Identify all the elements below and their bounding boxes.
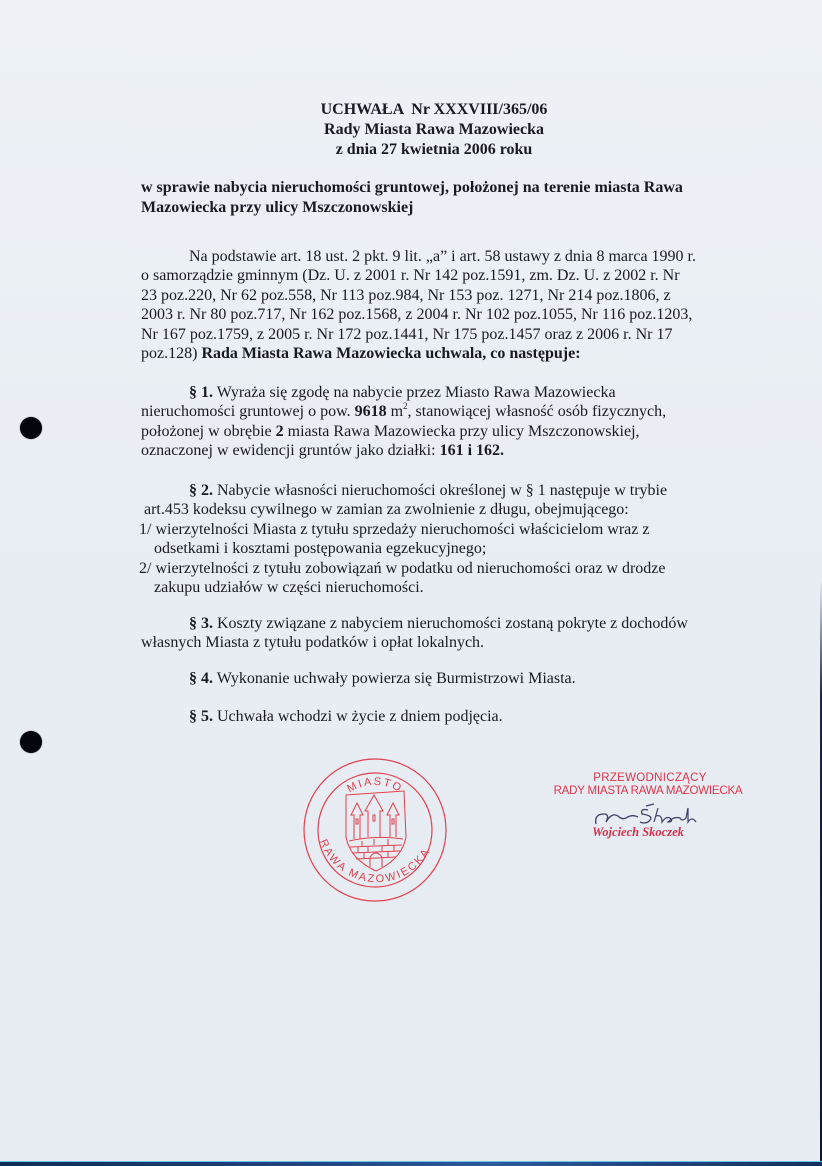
plot-numbers: 161 i 162. xyxy=(439,442,505,460)
paragraph-text: Nabycie własności nieruchomości określonej w § 1 następuje w trybie xyxy=(213,482,668,499)
paragraph-line xyxy=(141,481,741,500)
paragraph-line xyxy=(141,614,741,633)
list-item-1-continuation: odsetkami i kosztami postępowania egzekucyjnego; xyxy=(154,540,487,558)
paragraph-text: miasta Rawa Mazowiecka przy ulicy Mszczonowskiej, xyxy=(283,422,640,440)
paragraph-text: Wyraża się zgodę na nabycie przez Miasto Rawa Mazowiecka xyxy=(213,384,616,401)
preamble-line: Nr 167 poz.1759, z 2005 r. Nr 172 poz.1441, Nr 175 poz.1457 oraz z 2006 r. Nr 17 xyxy=(141,325,673,343)
enactment-formula: Rada Miasta Rawa Mazowiecka uchwala, co następuje: xyxy=(201,345,581,363)
paragraph-line: własnych Miasta z tytułu podatków i opłat lokalnych. xyxy=(141,634,485,652)
preamble-line: o samorządzie gminnym (Dz. U. z 2001 r. Nr 142 poz.1591, zm. Dz. U. z 2002 r. Nr xyxy=(141,267,680,285)
preamble-line: Na podstawie art. 18 ust. 2 pkt. 9 lit. „a” i art. 58 ustawy z dnia 8 marca 1990 r. xyxy=(189,248,696,265)
seal-bottom-text: RAWA MAZOWIECKA xyxy=(316,837,433,886)
area-unit-exponent: 2 xyxy=(403,401,408,412)
preamble xyxy=(141,247,741,363)
list-item-1: 1/ wierzytelności Miasta z tytułu sprzedaży nieruchomości właścicielom wraz z xyxy=(139,520,650,538)
resolution-header xyxy=(0,100,822,160)
paragraph-line xyxy=(141,422,741,441)
paragraph-number: § 3. xyxy=(189,615,213,632)
paragraph-1 xyxy=(141,383,741,461)
paragraph-4 xyxy=(141,669,741,688)
paragraph-2 xyxy=(141,481,741,597)
city-seal xyxy=(302,757,448,903)
preamble-line xyxy=(141,344,741,363)
signature-stamp xyxy=(548,772,748,842)
paragraph-line xyxy=(141,383,741,402)
preamble-line: 23 poz.220, Nr 62 poz.558, Nr 113 poz.984, Nr 153 poz. 1271, Nr 214 poz.1806, z xyxy=(141,286,671,304)
resolution-subject xyxy=(141,178,731,218)
paragraph-text: Koszty związane z nabyciem nieruchomości zostaną pokryte z dochodów xyxy=(213,615,688,632)
paragraph-text: Uchwała wchodzi w życie z dniem podjęcia. xyxy=(213,708,503,725)
paragraph-number: § 5. xyxy=(189,708,213,725)
list-item-2-continuation: zakupu udziałów w części nieruchomości. xyxy=(154,579,424,597)
signatory-body: RADY MIASTA RAWA MAZOWIECKA xyxy=(553,785,743,797)
paragraph-text: położonej w obrębie xyxy=(141,422,276,440)
seal-top-text: MIASTO xyxy=(345,775,405,796)
precinct-number: 2 xyxy=(275,422,284,440)
punch-hole xyxy=(20,731,42,753)
paragraph-number: § 2. xyxy=(189,482,213,499)
punch-hole xyxy=(20,417,42,439)
subject-line: Mazowiecka przy ulicy Mszczonowskiej xyxy=(141,199,414,216)
area-value: 9618 xyxy=(354,403,387,421)
paragraph-number: § 4. xyxy=(189,670,213,687)
resolution-title: UCHWAŁA Nr XXXVIII/365/06 xyxy=(320,101,548,118)
paragraph-text: , stanowiącej własność osób fizycznych, xyxy=(407,403,667,421)
area-unit: m xyxy=(386,403,404,421)
subject-line: w sprawie nabycia nieruchomości gruntowej, położonej na terenie miasta Rawa xyxy=(141,179,683,196)
paragraph-line xyxy=(141,402,741,421)
paragraph-3 xyxy=(141,614,741,653)
paragraph-text: nieruchomości gruntowej o pow. xyxy=(141,403,355,421)
paragraph-text: Wykonanie uchwały powierza się Burmistrzowi Miasta. xyxy=(213,670,576,687)
signatory-name: Wojciech Skoczek xyxy=(592,825,684,839)
signatory-role: PRZEWODNICZĄCY xyxy=(593,772,707,784)
paragraph-line xyxy=(141,441,741,460)
list-item-2: 2/ wierzytelności z tytułu zobowiązań w podatku od nieruchomości oraz w drodze xyxy=(139,559,666,577)
preamble-line: 2003 r. Nr 80 poz.717, Nr 162 poz.1568, z 2004 r. Nr 102 poz.1055, Nr 116 poz.1203, xyxy=(141,306,693,324)
paragraph-number: § 1. xyxy=(189,384,213,401)
coat-of-arms-icon xyxy=(346,791,406,871)
paragraph-text: oznaczonej w ewidencji gruntów jako działki: xyxy=(141,442,440,460)
paragraph-line: art.453 kodeksu cywilnego w zamian za zwolnienie z długu, obejmującego: xyxy=(144,501,629,519)
resolution-date: z dnia 27 kwietnia 2006 roku xyxy=(335,141,533,158)
paragraph-5 xyxy=(141,707,741,726)
scan-edge-bottom xyxy=(0,1162,822,1166)
preamble-text: poz.128) xyxy=(141,345,202,363)
resolution-issuer: Rady Miasta Rawa Mazowiecka xyxy=(324,121,544,138)
paragraph-line xyxy=(141,707,741,726)
paragraph-line xyxy=(141,669,741,688)
